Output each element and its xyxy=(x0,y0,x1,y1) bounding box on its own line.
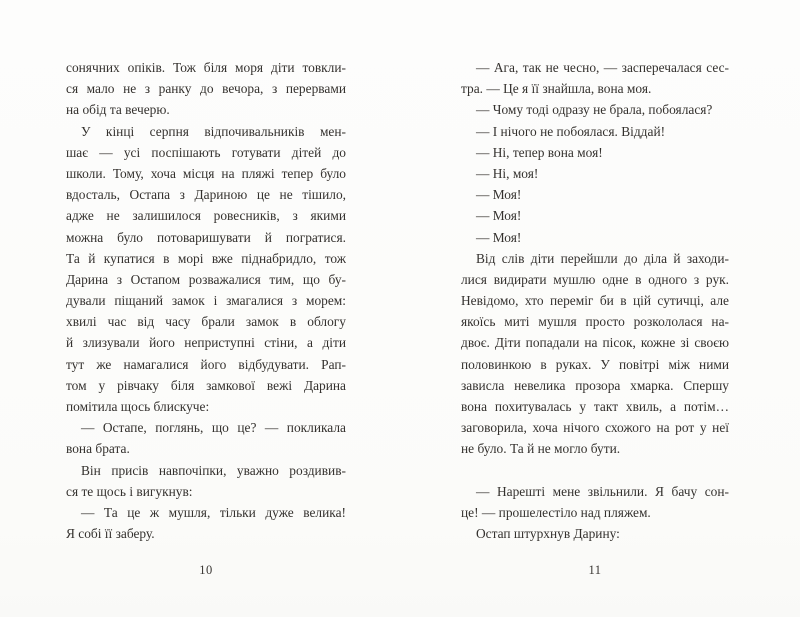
text-line: — Ні, тепер вона моя! xyxy=(476,144,603,160)
text-line: на обід та вечерю. xyxy=(66,102,170,118)
text-line: шає — усі поспішають готувати дітей до xyxy=(66,144,346,160)
text-line: — Моя! xyxy=(476,187,522,203)
text-line: — Нарешті мене звільнили. Я бачу сон- xyxy=(476,483,729,499)
text-line: — І нічого не побоялася. Віддай! xyxy=(476,123,666,139)
text-line: Він присів навпочіпки, уважно роздивив- xyxy=(81,462,346,478)
text-line: — Ні, моя! xyxy=(476,165,539,181)
text-line: лися видирати мушлю одне в одного з рук. xyxy=(461,271,729,287)
text-line: Дарина з Остапом розважалися тим, що бу- xyxy=(66,271,346,287)
blank-line xyxy=(461,460,729,481)
text-line: сонячних опіків. Тож біля моря діти товкли- xyxy=(66,60,346,75)
text-line: вдосталь, Остапа з Дариною це не тішило, xyxy=(66,187,346,203)
page-number-right: 11 xyxy=(588,563,602,577)
text-line: якоїсь миті мушля просто розкололася на- xyxy=(461,314,729,330)
text-line: адже не залишилося ровесників, з якими xyxy=(66,208,346,224)
text-line: — Та це ж мушля, тільки дуже велика! xyxy=(81,504,346,520)
text-line: — Чому тоді одразу не брала, побоялася? xyxy=(476,102,713,118)
text-line: ся те щось і вигукнув: xyxy=(66,483,193,499)
text-line: двоє. Діти попадали на пісок, кожне зі своєю xyxy=(461,335,729,351)
text-line: Остап штурхнув Дарину: xyxy=(476,526,620,542)
text-line: — Ага, так не чесно, — засперечалася сес- xyxy=(476,60,729,75)
text-line: — Моя! xyxy=(476,229,522,245)
text-line: школи. Тому, хоча місця на пляжі тепер було xyxy=(66,165,346,181)
text-line: вона похитувалась у такт хвиль, а потім… xyxy=(461,399,729,414)
text-line: вона брата. xyxy=(66,441,130,457)
text-line: тут же намагалися його відбудувати. Рап- xyxy=(66,356,346,372)
text-line: й злизували його неприступні стіни, а діти xyxy=(66,335,346,351)
text-line: Я собі її заберу. xyxy=(66,526,155,542)
page-text-left xyxy=(66,57,346,544)
page-text-right xyxy=(461,57,729,544)
text-line: дували піщаний замок і змагалися з морем: xyxy=(66,293,346,309)
page-number-left: 10 xyxy=(199,563,213,577)
text-line: хвилі час від часу брали замок в облогу xyxy=(66,314,346,330)
text-line: це! — прошелестіло над пляжем. xyxy=(461,504,651,520)
text-line: Від слів діти перейшли до діла й заходи- xyxy=(476,250,729,266)
text-line: ся мало не з ранку до вечора, з перервами xyxy=(66,81,346,97)
text-line: половинкою в руках. У повітрі між ними xyxy=(461,356,729,372)
text-line: зависла невелика прозора хмарка. Спершу xyxy=(461,377,729,393)
text-line: У кінці серпня відпочивальників мен- xyxy=(81,123,346,139)
text-line: Невідомо, хто переміг би в цій сутичці, але xyxy=(461,293,729,309)
text-line: можна було потоваришувати й погратися. xyxy=(66,229,346,245)
text-line: — Остапе, поглянь, що це? — покликала xyxy=(81,420,346,436)
text-line: тра. — Це я її знайшла, вона моя. xyxy=(461,81,652,97)
text-line: том у рівчаку біля замкової вежі Дарина xyxy=(66,377,346,393)
text-line: заговорила, хоча нічого схожого на рот у неї xyxy=(461,420,729,436)
text-line: не було. Та й не могло бути. xyxy=(461,441,621,457)
text-line: Та й купатися в морі вже піднабридло, тож xyxy=(66,250,346,266)
text-line: — Моя! xyxy=(476,208,522,224)
text-line: помітила щось блискуче: xyxy=(66,399,210,414)
